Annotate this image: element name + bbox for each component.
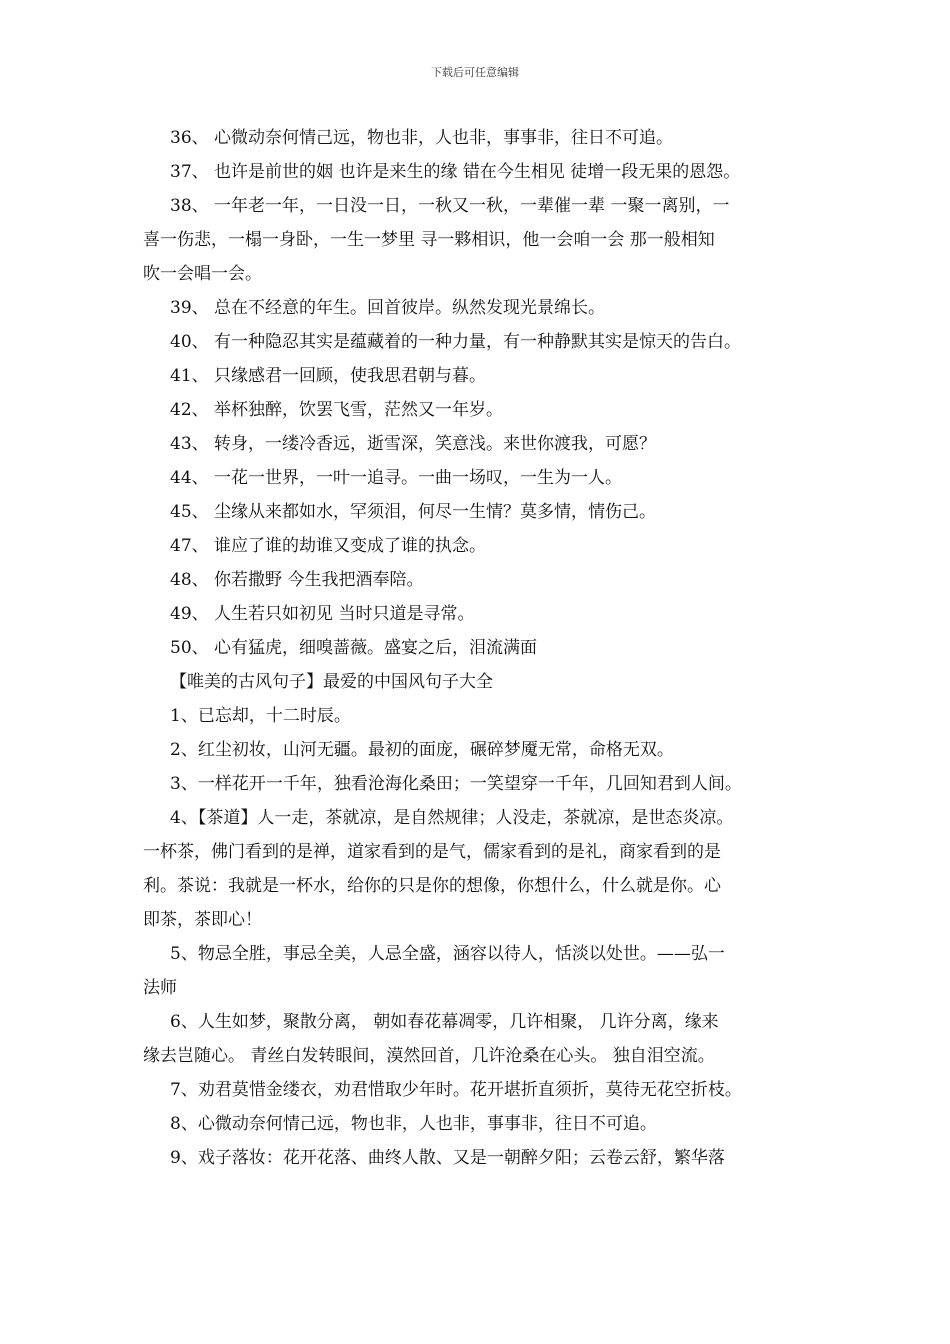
text-line: 1、已忘却，十二时辰。 [170, 706, 351, 726]
text-line: 43、 转身，一缕冷香远，逝雪深，笑意浅。来世你渡我，可愿？ [170, 434, 657, 454]
text-line: 2、红尘初妆，山河无疆。最初的面庞，碾碎梦魇无常，命格无双。 [170, 740, 674, 760]
text-line: 37、 也许是前世的姻 也许是来生的缘 错在今生相见 徒增一段无果的恩怨。 [170, 162, 741, 182]
text-line: 一杯茶，佛门看到的是禅，道家看到的是气，儒家看到的是礼，商家看到的是 [143, 842, 721, 862]
text-line: 3、一样花开一千年，独看沧海化桑田；一笑望穿一千年，几回知君到人间。 [170, 774, 742, 794]
text-line: 7、劝君莫惜金缕衣，劝君惜取少年时。花开堪折直须折，莫待无花空折枝。 [170, 1080, 742, 1100]
text-line: 48、 你若撒野 今生我把酒奉陪。 [170, 570, 424, 590]
text-line: 5、物忌全胜，事忌全美，人忌全盛，涵容以待人，恬淡以处世。——弘一 [170, 944, 725, 964]
text-line: 法师 [143, 978, 177, 998]
text-line: 6、人生如梦，聚散分离， 朝如春花幕凋零，几许相聚， 几许分离，缘来 [170, 1012, 719, 1032]
text-line: 利。茶说：我就是一杯水，给你的只是你的想像，你想什么，什么就是你。心 [143, 876, 721, 896]
document-body [143, 121, 818, 1175]
text-line: 50、 心有猛虎，细嗅蔷薇。盛宴之后，泪流满面 [170, 638, 538, 658]
text-line: 9、戏子落妆：花开花落、曲终人散、又是一朝醉夕阳；云卷云舒，繁华落 [170, 1148, 725, 1168]
text-line: 42、 举杯独醉，饮罢飞雪，茫然又一年岁。 [170, 400, 504, 420]
page-header: 下载后可任意编辑 [431, 66, 519, 79]
text-line: 41、 只缘感君一回顾，使我思君朝与暮。 [170, 366, 487, 386]
text-line: 47、 谁应了谁的劫谁又变成了谁的执念。 [170, 536, 487, 556]
text-line: 36、 心微动奈何情己远，物也非，人也非，事事非，往日不可追。 [170, 128, 674, 148]
text-line: 44、 一花一世界，一叶一追寻。一曲一场叹，一生为一人。 [170, 468, 623, 488]
section-heading: 【唯美的古风句子】最爱的中国风句子大全 [170, 672, 493, 692]
text-line: 49、 人生若只如初见 当时只道是寻常。 [170, 604, 475, 624]
text-line: 即茶，茶即心！ [143, 910, 262, 930]
text-line: 缘去岂随心。 青丝白发转眼间，漠然回首，几许沧桑在心头。 独自泪空流。 [143, 1046, 715, 1066]
text-line: 喜一伤悲，一榻一身卧，一生一梦里 寻一夥相识，他一会咱一会 那一般相知 [143, 230, 715, 250]
text-line: 39、 总在不经意的年生。回首彼岸。纵然发现光景绵长。 [170, 298, 606, 318]
text-line: 45、 尘缘从来都如水，罕须泪，何尽一生情？莫多情，情伤己。 [170, 502, 657, 522]
text-line: 8、心微动奈何情己远，物也非，人也非，事事非，往日不可追。 [170, 1114, 657, 1134]
text-line: 38、 一年老一年，一日没一日，一秋又一秋，一辈催一辈 一聚一离别，一 [170, 196, 730, 216]
text-line: 吹一会唱一会。 [143, 264, 262, 284]
text-line: 40、 有一种隐忍其实是蕴藏着的一种力量，有一种静默其实是惊天的告白。 [170, 332, 742, 352]
text-line: 4、【茶道】人一走，茶就凉，是自然规律；人没走，茶就凉，是世态炎凉。 [170, 808, 734, 828]
